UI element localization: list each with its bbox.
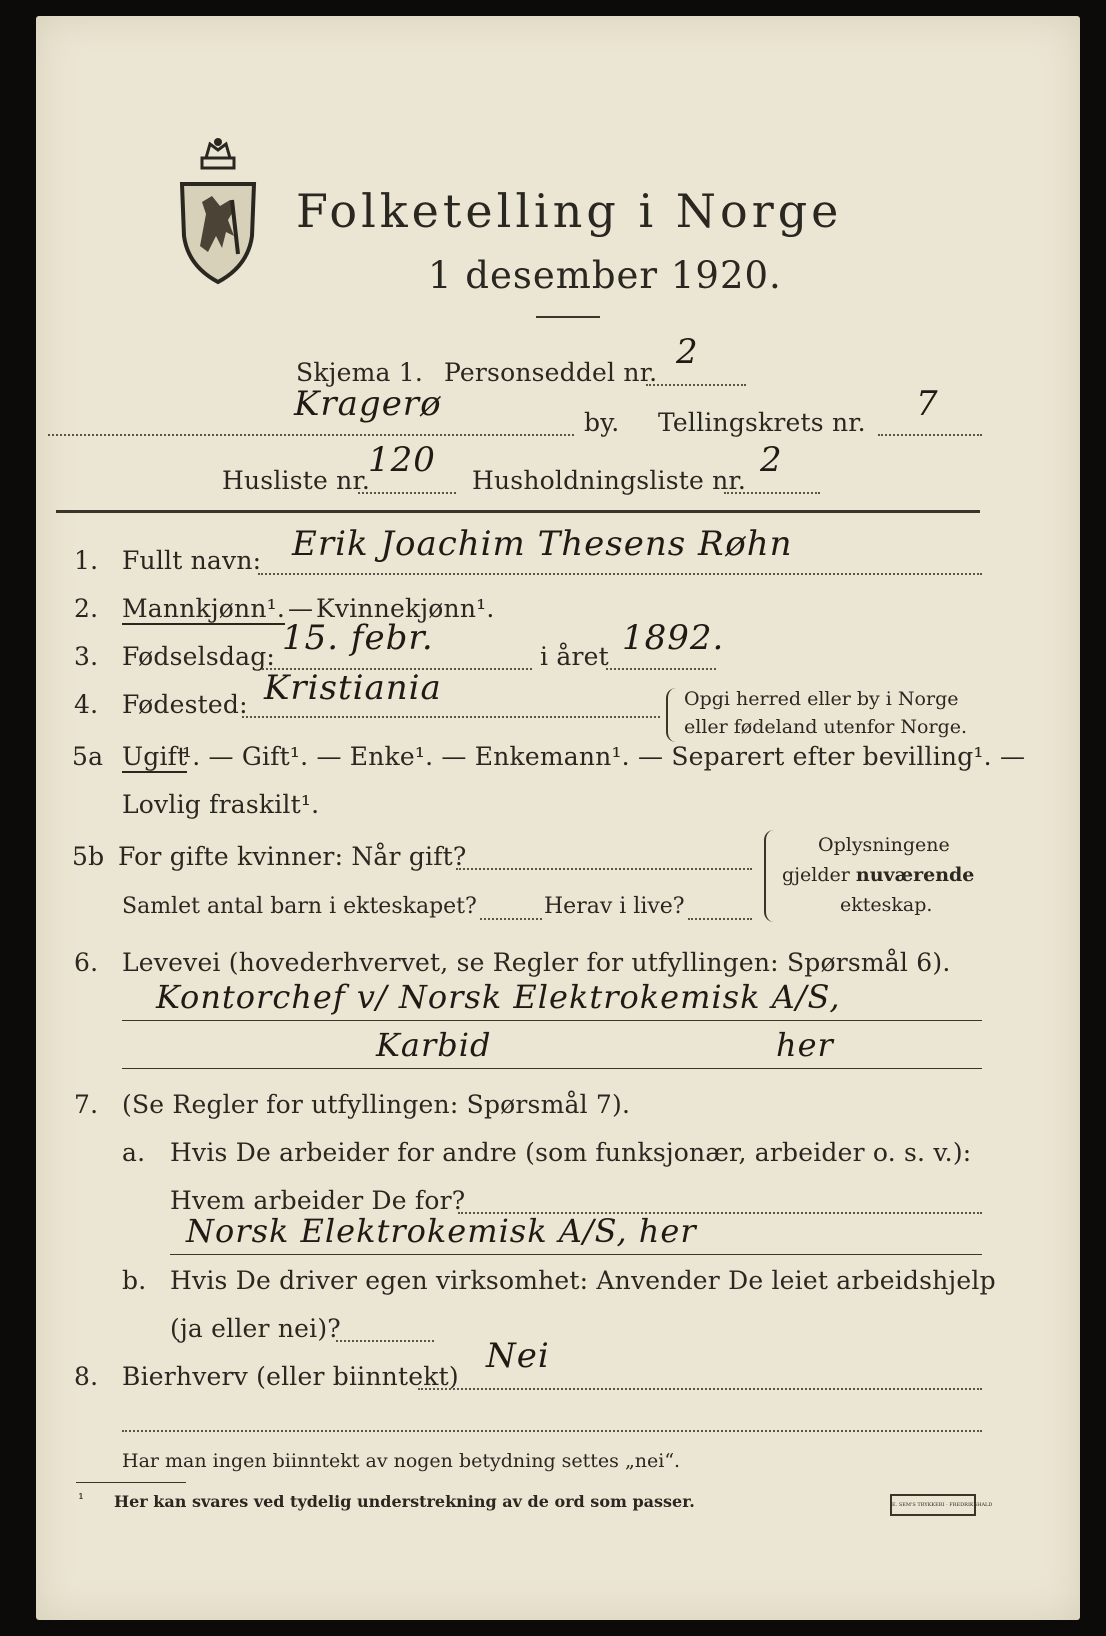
q5b-alive-field-line — [688, 918, 752, 920]
q7b-question: (ja eller nei)? — [170, 1314, 341, 1343]
tellingskrets-field-line — [878, 434, 982, 436]
q2-separator: — — [288, 594, 314, 623]
q1-value[interactable]: Erik Joachim Thesens Røhn — [292, 524, 793, 564]
form-title: Folketelling i Norge — [296, 184, 843, 238]
husliste-field-line — [358, 492, 456, 494]
q3-year-label: i året — [540, 642, 609, 671]
q5b-children-field-line — [480, 918, 542, 920]
census-form-page — [36, 16, 1080, 1620]
q4-number: 4. — [74, 690, 99, 719]
husliste-value[interactable]: 120 — [368, 440, 436, 480]
q7b-letter: b. — [122, 1266, 147, 1295]
footnote-mark: ¹ — [78, 1490, 85, 1508]
q3-value[interactable]: 15. febr. — [282, 618, 434, 658]
personseddel-value[interactable]: 2 — [676, 332, 699, 372]
personseddel-label: Personseddel nr. — [444, 358, 658, 387]
q6-value-line-1[interactable]: Kontorchef v/ Norsk Elektrokemisk A/S, — [156, 978, 841, 1016]
q3-year-field-line — [606, 668, 716, 670]
q7a-value[interactable]: Norsk Elektrokemisk A/S, her — [186, 1212, 697, 1250]
q3-label: Fødselsdag: — [122, 642, 276, 671]
q5a-ugift-option[interactable]: Ugift — [122, 742, 188, 771]
town-value[interactable]: Kragerø — [294, 384, 442, 424]
q6-label: Levevei (hovederhvervet, se Regler for utfyllingen: Spørsmål 6). — [122, 948, 951, 977]
q7a-field-line-2 — [170, 1254, 982, 1255]
q5b-number: 5b — [72, 842, 105, 871]
q5b-note-line-2a: gjelder — [782, 864, 856, 886]
q8-value[interactable]: Nei — [486, 1336, 550, 1376]
tellingskrets-label: Tellingskrets nr. — [658, 408, 866, 437]
q3-number: 3. — [74, 642, 99, 671]
q8-field-line — [418, 1388, 982, 1390]
q5b-note-line-1: Oplysningene — [818, 834, 950, 856]
q2-male-option[interactable]: Mannkjønn¹. — [122, 594, 286, 623]
personseddel-field-line — [646, 384, 746, 386]
printer-stamp-text: E. SEM'S TRYKKERI · FREDRIKSHALD — [892, 1502, 993, 1508]
q5b-married-field-line — [456, 868, 752, 870]
q6-value-line-2a[interactable]: Karbid — [376, 1026, 492, 1064]
footer-note: Har man ingen biinntekt av nogen betydning settes „nei“. — [122, 1450, 681, 1472]
q4-label: Fødested: — [122, 690, 248, 719]
q3-year-value[interactable]: 1892. — [622, 618, 725, 658]
form-date: 1 desember 1920. — [428, 254, 782, 297]
q5a-number: 5a — [72, 742, 104, 771]
q5b-children-label: Samlet antal barn i ekteskapet? — [122, 894, 477, 919]
footnote-divider — [76, 1482, 186, 1483]
skjema-label: Skjema 1. — [296, 358, 424, 387]
footnote-text: Her kan svares ved tydelig understrekning av de ord som passer. — [114, 1492, 695, 1511]
q7a-letter: a. — [122, 1138, 146, 1167]
husholdningsliste-value[interactable]: 2 — [760, 440, 783, 480]
q5b-label: For gifte kvinner: Når gift? — [118, 842, 467, 871]
q5b-note-line-3: ekteskap. — [840, 894, 933, 916]
q5a-fraskilt-option[interactable]: Lovlig fraskilt¹. — [122, 790, 320, 819]
town-field-line — [48, 434, 574, 436]
q7b-text: Hvis De driver egen virksomhet: Anvender De leiet arbeidshjelp — [170, 1266, 996, 1295]
q7b-field-line — [336, 1340, 434, 1342]
q6-field-line-1 — [122, 1020, 982, 1021]
q7-label: (Se Regler for utfyllingen: Spørsmål 7). — [122, 1090, 631, 1119]
q7a-text: Hvis De arbeider for andre (som funksjonær, arbeider o. s. v.): — [170, 1138, 972, 1167]
q7a-question: Hvem arbeider De for? — [170, 1186, 466, 1215]
q4-note-line-1: Opgi herred eller by i Norge — [684, 688, 959, 710]
by-label: by. — [584, 408, 620, 437]
tellingskrets-value[interactable]: 7 — [916, 384, 939, 424]
q4-field-line — [242, 716, 660, 718]
q7-number: 7. — [74, 1090, 99, 1119]
q5a-other-options: ¹. — Gift¹. — Enke¹. — Enkemann¹. — Separert efter bevilling¹. — — [182, 742, 1026, 771]
printer-stamp — [890, 1494, 993, 1516]
q8-label: Bierhverv (eller biinntekt) — [122, 1362, 459, 1391]
q5b-note-brace — [764, 830, 778, 922]
q2-number: 2. — [74, 594, 99, 623]
q1-field-line — [258, 573, 982, 575]
q1-label: Fullt navn: — [122, 546, 262, 575]
q5b-alive-label: Herav i live? — [544, 894, 685, 919]
q8-field-line-2 — [122, 1430, 982, 1432]
husliste-label: Husliste nr. — [222, 466, 370, 495]
q5b-note-line-2b: nuværende — [855, 864, 975, 886]
q8-number: 8. — [74, 1362, 99, 1391]
q4-note-line-2: eller fødeland utenfor Norge. — [684, 716, 968, 738]
q4-note-brace — [666, 688, 680, 742]
q6-number: 6. — [74, 948, 99, 977]
husholdningsliste-label: Husholdningsliste nr. — [472, 466, 746, 495]
q2-female-option[interactable]: Kvinnekjønn¹. — [316, 594, 495, 623]
husholdningsliste-field-line — [724, 492, 820, 494]
q6-value-line-2b[interactable]: her — [776, 1026, 834, 1064]
q6-field-line-2 — [122, 1068, 982, 1069]
title-divider — [536, 316, 600, 318]
header-divider — [56, 510, 980, 513]
coat-of-arms-icon — [176, 136, 260, 290]
q4-value[interactable]: Kristiania — [264, 668, 442, 708]
q1-number: 1. — [74, 546, 99, 575]
q5b-note-line-2 — [782, 864, 974, 886]
